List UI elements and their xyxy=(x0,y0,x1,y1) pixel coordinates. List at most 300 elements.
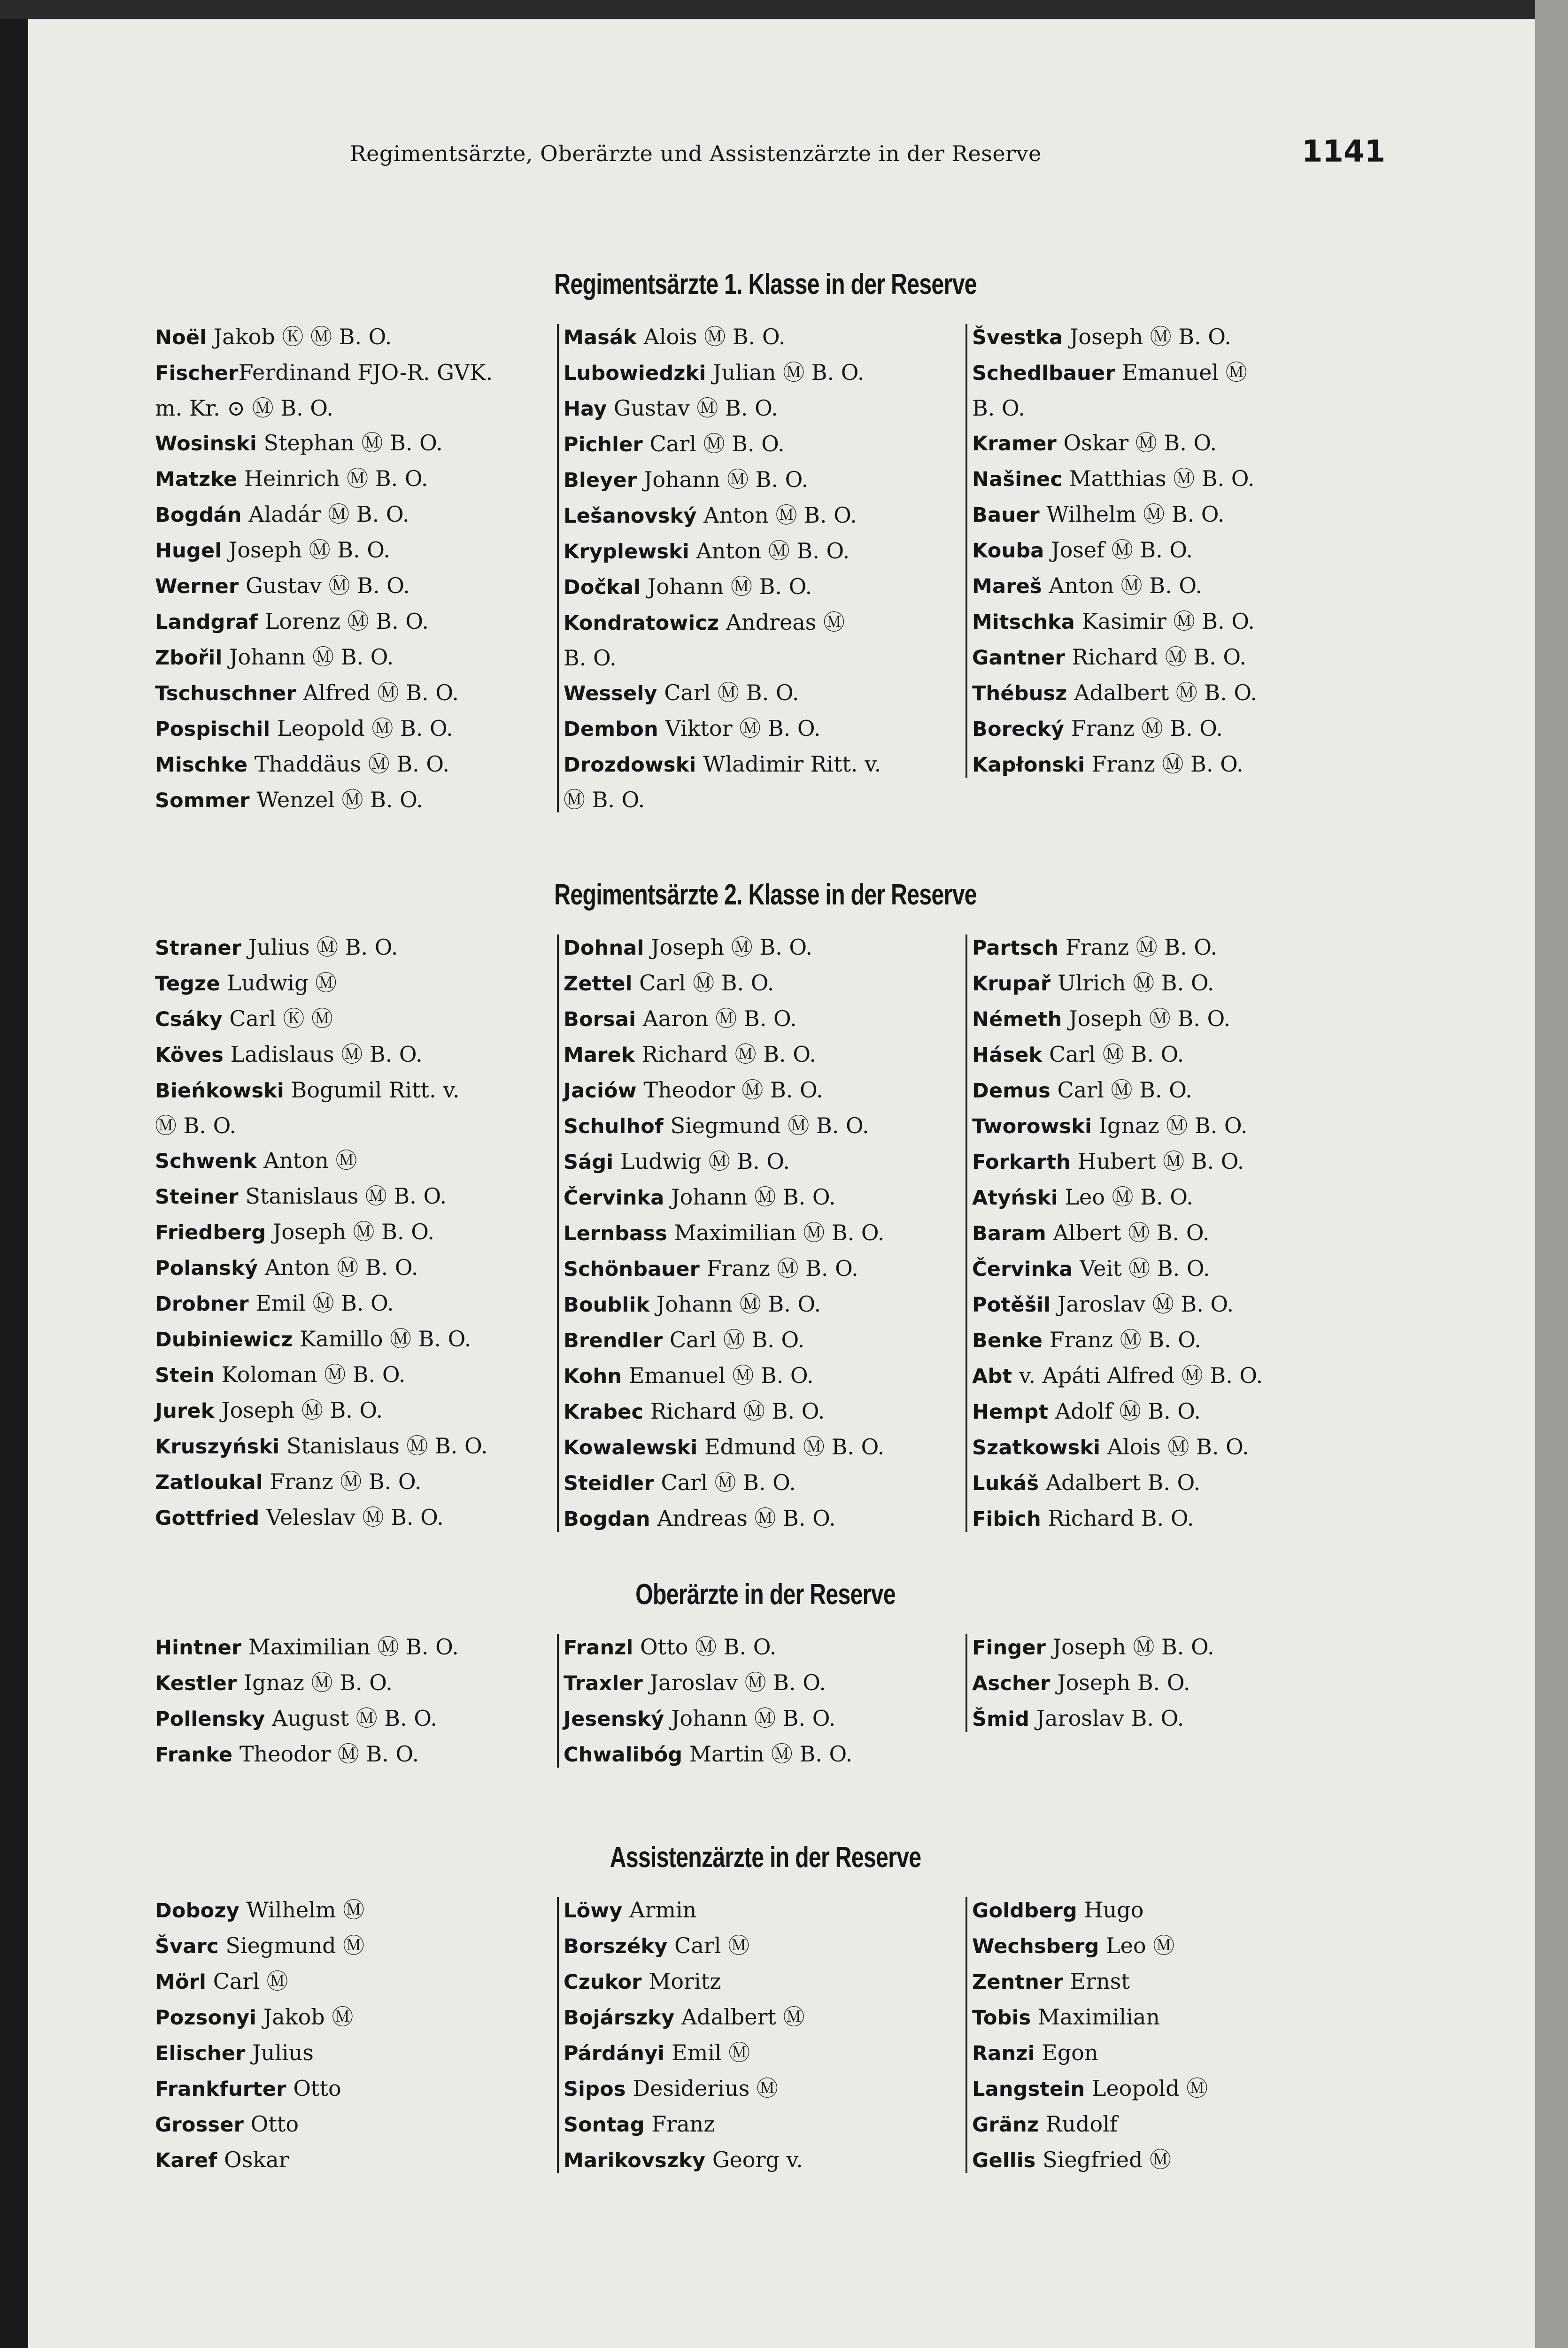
roster-entry xyxy=(972,1358,1376,1394)
given-name-and-decorations: Ladislaus Ⓜ B. O. xyxy=(223,1042,423,1067)
given-name-and-decorations: m. Kr. ⊙ Ⓜ B. O. xyxy=(155,395,333,421)
given-name-and-decorations: Gustav Ⓜ B. O. xyxy=(239,573,410,598)
given-name-and-decorations: Carl Ⓜ B. O. xyxy=(657,680,799,705)
surname: Zbořil xyxy=(155,646,223,670)
roster-entry xyxy=(155,1630,559,1665)
surname: Mareš xyxy=(972,575,1042,598)
running-head: Regimentsärzte, Oberärzte und Assistenzärzte in der Reserve xyxy=(350,141,1042,166)
surname: Elischer xyxy=(155,2042,246,2065)
given-name-and-decorations: Anton Ⓜ B. O. xyxy=(258,1255,418,1280)
roster-entry xyxy=(564,1251,967,1287)
given-name-and-decorations: Hugo xyxy=(1077,1897,1144,1923)
surname: Bogdan xyxy=(564,1507,650,1531)
surname: Borsai xyxy=(564,1008,636,1031)
given-name-and-decorations: Wilhelm Ⓜ B. O. xyxy=(1039,502,1225,527)
surname: Bogdán xyxy=(155,503,242,527)
roster-entry xyxy=(155,1286,559,1321)
given-name-and-decorations: Matthias Ⓜ B. O. xyxy=(1062,466,1255,491)
given-name-and-decorations: Gustav Ⓜ B. O. xyxy=(607,395,778,421)
surname: Csáky xyxy=(155,1008,223,1031)
given-name-and-decorations: Franz Ⓜ B. O. xyxy=(700,1256,858,1281)
given-name-and-decorations: Carl Ⓜ B. O. xyxy=(1042,1042,1184,1067)
roster-entry xyxy=(972,747,1376,782)
roster-entry xyxy=(155,1928,559,1964)
surname: Kramer xyxy=(972,432,1057,456)
given-name-and-decorations: August Ⓜ B. O. xyxy=(265,1706,437,1731)
surname: Finger xyxy=(972,1636,1046,1660)
surname: Krupař xyxy=(972,972,1051,996)
roster-entry xyxy=(155,1464,559,1500)
given-name-and-decorations: Egon xyxy=(1035,2040,1098,2065)
surname: Langstein xyxy=(972,2078,1085,2101)
surname: Wessely xyxy=(564,682,657,705)
roster-entry xyxy=(972,1701,1376,1737)
surname: Werner xyxy=(155,575,239,598)
roster-entry-continuation xyxy=(564,782,967,817)
surname: Löwy xyxy=(564,1899,623,1923)
surname: Krabec xyxy=(564,1400,644,1424)
roster-entry xyxy=(972,497,1376,533)
roster-entry xyxy=(972,930,1376,965)
column-2 xyxy=(564,1892,967,2178)
roster-entry xyxy=(972,1964,1376,2000)
scan-border-right xyxy=(1535,0,1568,2348)
given-name-and-decorations: Franz Ⓜ B. O. xyxy=(263,1469,422,1494)
given-name-and-decorations: Ludwig Ⓜ B. O. xyxy=(613,1149,790,1174)
roster-entry-continuation xyxy=(155,1108,559,1143)
given-name-and-decorations: Maximilian Ⓜ B. O. xyxy=(241,1634,459,1660)
given-name-and-decorations: Stephan Ⓜ B. O. xyxy=(256,430,443,456)
roster-entry xyxy=(972,568,1376,604)
roster-entry xyxy=(564,930,967,965)
roster-entry xyxy=(155,1073,559,1108)
roster-entry xyxy=(155,425,559,461)
surname: Zentner xyxy=(972,1970,1063,1994)
surname: Sági xyxy=(564,1151,614,1174)
given-name-and-decorations: Theodor Ⓜ B. O. xyxy=(232,1741,419,1767)
given-name-and-decorations: Franz xyxy=(644,2111,715,2137)
surname: Dohnal xyxy=(564,936,644,960)
given-name-and-decorations: Franz Ⓜ B. O. xyxy=(1058,935,1217,960)
roster-entry xyxy=(155,640,559,675)
given-name-and-decorations: Adalbert B. O. xyxy=(1039,1470,1201,1495)
roster-entry xyxy=(155,711,559,747)
given-name-and-decorations: Otto xyxy=(244,2111,299,2137)
surname: Párdányi xyxy=(564,2042,665,2065)
given-name-and-decorations: Ludwig Ⓜ xyxy=(220,970,337,996)
roster-entry xyxy=(972,461,1376,497)
roster-entry-continuation xyxy=(155,391,559,425)
given-name-and-decorations: Richard Ⓜ B. O. xyxy=(634,1042,816,1067)
surname: Czukor xyxy=(564,1970,642,1994)
column-3 xyxy=(972,1892,1376,2178)
given-name-and-decorations: Adolf Ⓜ B. O. xyxy=(1048,1398,1201,1424)
roster-entry xyxy=(564,319,967,355)
roster-entry xyxy=(155,1037,559,1073)
given-name-and-decorations: Johann Ⓜ B. O. xyxy=(664,1184,836,1210)
given-name-and-decorations: Emanuel Ⓜ xyxy=(1115,360,1247,385)
given-name-and-decorations: Julian Ⓜ B. O. xyxy=(706,360,865,385)
surname: Švarc xyxy=(155,1935,219,1958)
given-name-and-decorations: Richard B. O. xyxy=(1041,1506,1194,1531)
roster-entry xyxy=(564,533,967,569)
roster-entry xyxy=(972,2071,1376,2107)
surname: Demus xyxy=(972,1079,1050,1103)
given-name-and-decorations: Stanislaus Ⓜ B. O. xyxy=(279,1433,488,1459)
given-name-and-decorations: Carl Ⓜ B. O. xyxy=(654,1470,796,1495)
surname: Schulhof xyxy=(564,1115,664,1138)
surname: Červinka xyxy=(564,1186,664,1210)
roster-entry xyxy=(155,1321,559,1357)
roster-entry xyxy=(564,462,967,498)
roster-entry xyxy=(564,965,967,1001)
surname: Bojárszky xyxy=(564,2006,675,2030)
roster-entry xyxy=(564,1465,967,1501)
roster-entry xyxy=(155,604,559,640)
roster-entry xyxy=(972,1665,1376,1701)
given-name-and-decorations: Julius Ⓜ B. O. xyxy=(241,935,398,960)
roster-entry xyxy=(972,1001,1376,1037)
given-name-and-decorations: Johann Ⓜ B. O. xyxy=(649,1291,821,1317)
given-name-and-decorations: Alois Ⓜ B. O. xyxy=(637,324,786,349)
surname: Kouba xyxy=(972,539,1044,563)
surname: Thébusz xyxy=(972,682,1067,705)
column-3 xyxy=(972,1630,1376,1737)
surname: Marek xyxy=(564,1043,635,1067)
scan-border-top xyxy=(0,0,1568,19)
surname: Kruszyński xyxy=(155,1435,280,1459)
roster-entry xyxy=(155,355,559,391)
given-name-and-decorations: Kasimir Ⓜ B. O. xyxy=(1075,609,1255,634)
given-name-and-decorations: Veit Ⓜ B. O. xyxy=(1073,1256,1210,1281)
surname: Karef xyxy=(155,2149,217,2172)
given-name-and-decorations: Oskar Ⓜ B. O. xyxy=(1056,430,1217,456)
surname: Drozdowski xyxy=(564,753,696,777)
surname: Kapłonski xyxy=(972,753,1085,777)
given-name-and-decorations: Leo Ⓜ B. O. xyxy=(1058,1184,1193,1210)
given-name-and-decorations: Joseph Ⓜ B. O. xyxy=(1046,1634,1214,1660)
given-name-and-decorations: Johann Ⓜ B. O. xyxy=(637,467,809,492)
roster-entry xyxy=(564,1630,967,1665)
given-name-and-decorations: Lorenz Ⓜ B. O. xyxy=(258,609,429,634)
roster-entry xyxy=(564,391,967,426)
roster-entry xyxy=(155,1393,559,1429)
given-name-and-decorations: Veleslav Ⓜ B. O. xyxy=(259,1505,444,1530)
given-name-and-decorations: Carl Ⓜ B. O. xyxy=(1050,1077,1192,1103)
surname: Atyński xyxy=(972,1186,1058,1210)
surname: Tworowski xyxy=(972,1115,1092,1138)
given-name-and-decorations: Ⓜ B. O. xyxy=(564,787,645,812)
given-name-and-decorations: Desiderius Ⓜ xyxy=(626,2076,778,2101)
section-title: Regimentsärzte 2. Klasse in der Reserve xyxy=(554,879,977,911)
given-name-and-decorations: Anton Ⓜ B. O. xyxy=(1042,573,1202,598)
given-name-and-decorations: Wenzel Ⓜ B. O. xyxy=(249,787,423,812)
given-name-and-decorations: Ignaz Ⓜ B. O. xyxy=(237,1670,393,1695)
given-name-and-decorations: Theodor Ⓜ B. O. xyxy=(636,1077,823,1103)
roster-entry xyxy=(155,533,559,568)
surname: Szatkowski xyxy=(972,1436,1101,1460)
surname: Dembon xyxy=(564,718,658,741)
given-name-and-decorations: Wladimir Ritt. v. xyxy=(696,751,881,777)
roster-entry xyxy=(972,640,1376,675)
given-name-and-decorations: Oskar xyxy=(217,2147,289,2172)
roster-entry xyxy=(155,1001,559,1037)
surname: Benke xyxy=(972,1329,1043,1352)
given-name-and-decorations: Maximilian xyxy=(1031,2004,1160,2030)
roster-entry xyxy=(155,782,559,818)
roster-entry xyxy=(564,1701,967,1737)
given-name-and-decorations: Carl Ⓚ Ⓜ xyxy=(222,1006,333,1031)
given-name-and-decorations: Anton Ⓜ B. O. xyxy=(689,538,850,564)
given-name-and-decorations: v. Apáti Alfred Ⓜ B. O. xyxy=(1012,1363,1263,1388)
surname: Hay xyxy=(564,397,607,421)
surname: Noël xyxy=(155,326,207,349)
surname: Goldberg xyxy=(972,1899,1077,1923)
roster-entry xyxy=(155,1964,559,2000)
given-name-and-decorations: Koloman Ⓜ B. O. xyxy=(215,1362,406,1387)
roster-entry xyxy=(564,1073,967,1108)
roster-entry xyxy=(564,426,967,462)
roster-entry xyxy=(155,319,559,355)
roster-entry xyxy=(972,1892,1376,1928)
given-name-and-decorations: B. O. xyxy=(972,395,1025,421)
given-name-and-decorations: Emanuel Ⓜ B. O. xyxy=(622,1363,814,1388)
roster-entry xyxy=(564,2142,967,2178)
surname: Zettel xyxy=(564,972,633,996)
roster-entry xyxy=(564,747,967,782)
roster-entry xyxy=(564,2000,967,2035)
surname: Kryplewski xyxy=(564,540,689,564)
section-title: Assistenzärzte in der Reserve xyxy=(610,1841,921,1874)
given-name-and-decorations: Andreas Ⓜ B. O. xyxy=(650,1506,836,1531)
roster-entry xyxy=(564,1665,967,1701)
roster-entry xyxy=(564,1394,967,1429)
surname: Baram xyxy=(972,1222,1046,1245)
given-name-and-decorations: Franz Ⓜ B. O. xyxy=(1064,716,1223,741)
surname: Borecký xyxy=(972,718,1065,741)
given-name-and-decorations: Joseph Ⓜ B. O. xyxy=(1063,324,1231,349)
column-1 xyxy=(155,1892,559,2178)
given-name-and-decorations: B. O. xyxy=(564,645,617,671)
given-name-and-decorations: Siegmund Ⓜ B. O. xyxy=(663,1113,869,1138)
surname: Sommer xyxy=(155,789,250,812)
roster-entry xyxy=(972,2000,1376,2035)
surname: Ascher xyxy=(972,1672,1050,1695)
given-name-and-decorations: Maximilian Ⓜ B. O. xyxy=(667,1220,885,1245)
given-name-and-decorations: Franz Ⓜ B. O. xyxy=(1084,751,1244,777)
roster-entry xyxy=(564,1108,967,1144)
given-name-and-decorations: Moritz xyxy=(641,1969,721,1994)
section-title: Regimentsärzte 1. Klasse in der Reserve xyxy=(554,268,977,301)
roster-entry xyxy=(155,747,559,782)
roster-entry-continuation xyxy=(564,641,967,675)
surname: Polanský xyxy=(155,1257,258,1280)
roster-entry xyxy=(972,2107,1376,2142)
roster-entry xyxy=(972,1501,1376,1537)
surname: Bieńkowski xyxy=(155,1079,284,1103)
surname: Dočkal xyxy=(564,576,641,599)
surname: Mörl xyxy=(155,1970,207,1994)
surname: Tegze xyxy=(155,972,220,996)
surname: Švestka xyxy=(972,326,1063,349)
surname: Pozsonyi xyxy=(155,2006,257,2030)
given-name-and-decorations: Stanislaus Ⓜ B. O. xyxy=(238,1183,447,1209)
surname: Franzl xyxy=(564,1636,633,1660)
surname: Boublik xyxy=(564,1293,650,1317)
roster-entry xyxy=(564,2071,967,2107)
page-number: 1141 xyxy=(1301,134,1385,169)
roster-entry xyxy=(155,1179,559,1214)
surname: Kowalewski xyxy=(564,1436,698,1460)
surname: Schönbauer xyxy=(564,1258,700,1281)
given-name-and-decorations: Georg v. xyxy=(705,2147,803,2172)
surname: Matzke xyxy=(155,468,238,491)
roster-entry xyxy=(564,1501,967,1537)
given-name-and-decorations: Joseph Ⓜ B. O. xyxy=(1062,1006,1231,1031)
surname: Schwenk xyxy=(155,1150,257,1173)
given-name-and-decorations: Alois Ⓜ B. O. xyxy=(1100,1434,1249,1460)
surname: Straner xyxy=(155,936,242,960)
roster-entry xyxy=(972,1630,1376,1665)
roster-entry xyxy=(564,1429,967,1465)
roster-entry xyxy=(155,2071,559,2107)
roster-entry xyxy=(155,497,559,533)
surname: Hugel xyxy=(155,539,222,563)
given-name-and-decorations: Richard Ⓜ B. O. xyxy=(1065,644,1247,670)
surname: Traxler xyxy=(564,1672,643,1695)
roster-entry xyxy=(564,605,967,641)
given-name-and-decorations: Johann Ⓜ B. O. xyxy=(222,644,394,670)
column-1 xyxy=(155,930,559,1536)
roster-entry xyxy=(155,461,559,497)
surname: Forkarth xyxy=(972,1151,1071,1174)
roster-entry xyxy=(155,2142,559,2178)
surname: Mischke xyxy=(155,753,248,777)
roster-entry xyxy=(564,1358,967,1394)
surname: Hintner xyxy=(155,1636,242,1660)
given-name-and-decorations: Anton Ⓜ xyxy=(256,1148,357,1173)
roster-entry xyxy=(564,1737,967,1772)
surname: Gantner xyxy=(972,646,1065,670)
surname: Steiner xyxy=(155,1185,239,1209)
given-name-and-decorations: Anton Ⓜ B. O. xyxy=(696,502,857,528)
roster-entry xyxy=(972,319,1376,355)
roster-entry xyxy=(564,1892,967,1928)
surname: Tobis xyxy=(972,2006,1031,2030)
given-name-and-decorations: Thaddäus Ⓜ B. O. xyxy=(247,751,450,777)
roster-entry xyxy=(155,2107,559,2142)
surname: Bleyer xyxy=(564,469,637,492)
roster-entry xyxy=(972,1108,1376,1144)
surname: Tschuschner xyxy=(155,682,296,705)
surname: Kestler xyxy=(155,1672,237,1695)
column-2 xyxy=(564,930,967,1537)
column-3 xyxy=(972,930,1376,1537)
surname: Wechsberg xyxy=(972,1935,1099,1958)
roster-entry xyxy=(155,1143,559,1179)
surname: Jurek xyxy=(155,1399,215,1423)
given-name-and-decorations: Emil Ⓜ B. O. xyxy=(248,1290,394,1316)
roster-entry xyxy=(155,1892,559,1928)
surname: Grosser xyxy=(155,2113,244,2137)
surname: Sontag xyxy=(564,2113,645,2137)
given-name-and-decorations: Joseph Ⓜ B. O. xyxy=(644,935,813,960)
roster-entry xyxy=(155,965,559,1001)
given-name-and-decorations: Joseph Ⓜ B. O. xyxy=(222,537,390,563)
roster-entry xyxy=(155,2000,559,2035)
given-name-and-decorations: Ignaz Ⓜ B. O. xyxy=(1092,1113,1248,1138)
surname: Drobner xyxy=(155,1292,249,1316)
roster-entry xyxy=(564,355,967,391)
surname: Bauer xyxy=(972,503,1040,527)
given-name-and-decorations: Ernst xyxy=(1063,1969,1130,1994)
roster-entry xyxy=(972,1251,1376,1287)
surname: Sipos xyxy=(564,2078,626,2101)
given-name-and-decorations: Siegmund Ⓜ xyxy=(218,1933,365,1958)
surname: Lukáš xyxy=(972,1472,1039,1495)
roster-entry xyxy=(972,2142,1376,2178)
column-1 xyxy=(155,1630,559,1772)
given-name-and-decorations: Bogumil Ritt. v. xyxy=(284,1077,460,1103)
given-name-and-decorations: Jakob Ⓚ Ⓜ B. O. xyxy=(207,324,392,349)
surname: Dobozy xyxy=(155,1899,239,1923)
given-name-and-decorations: Joseph Ⓜ B. O. xyxy=(214,1398,383,1423)
surname: Hásek xyxy=(972,1043,1043,1067)
roster-entry xyxy=(972,533,1376,568)
surname: Brendler xyxy=(564,1329,663,1352)
surname: Lubowiedzki xyxy=(564,362,706,385)
roster-entry xyxy=(564,498,967,533)
given-name-and-decorations: Carl Ⓜ xyxy=(206,1969,288,1994)
roster-entry xyxy=(564,1928,967,1964)
surname: Jesenský xyxy=(564,1707,664,1731)
given-name-and-decorations: Hubert Ⓜ B. O. xyxy=(1070,1149,1244,1174)
section-title: Oberärzte in der Reserve xyxy=(635,1578,896,1611)
roster-entry xyxy=(972,711,1376,747)
given-name-and-decorations: Carl Ⓜ B. O. xyxy=(632,970,774,996)
roster-entry xyxy=(972,1287,1376,1322)
given-name-and-decorations: Jakob Ⓜ xyxy=(256,2004,354,2030)
surname: Zatloukal xyxy=(155,1471,263,1494)
roster-entry xyxy=(155,930,559,965)
given-name-and-decorations: Johann Ⓜ B. O. xyxy=(641,574,812,599)
roster-entry xyxy=(972,1465,1376,1501)
surname: Kohn xyxy=(564,1365,622,1388)
surname: Pospischil xyxy=(155,718,270,741)
given-name-and-decorations: Siegfried Ⓜ xyxy=(1035,2147,1172,2172)
given-name-and-decorations: Ⓜ B. O. xyxy=(155,1113,237,1138)
surname: Marikovszky xyxy=(564,2149,706,2172)
surname: Friedberg xyxy=(155,1221,266,1244)
column-3 xyxy=(972,319,1376,782)
given-name-and-decorations: Albert Ⓜ B. O. xyxy=(1046,1220,1210,1245)
roster-entry xyxy=(972,1180,1376,1215)
given-name-and-decorations: Jaroslav Ⓜ B. O. xyxy=(1050,1291,1234,1317)
roster-entry xyxy=(155,1214,559,1250)
surname: Červinka xyxy=(972,1258,1073,1281)
surname: Lešanovský xyxy=(564,504,697,528)
given-name-and-decorations: Leo Ⓜ xyxy=(1099,1933,1175,1958)
surname: Landgraf xyxy=(155,610,258,634)
given-name-and-decorations: Kamillo Ⓜ B. O. xyxy=(293,1326,471,1352)
surname: Jaciów xyxy=(564,1079,637,1103)
surname: Našinec xyxy=(972,468,1063,491)
scan-border-left xyxy=(0,0,28,2348)
given-name-and-decorations: Carl Ⓜ xyxy=(667,1933,750,1958)
roster-entry xyxy=(564,1287,967,1322)
given-name-and-decorations: Leopold Ⓜ B. O. xyxy=(270,716,453,741)
given-name-and-decorations: Otto xyxy=(286,2076,341,2101)
